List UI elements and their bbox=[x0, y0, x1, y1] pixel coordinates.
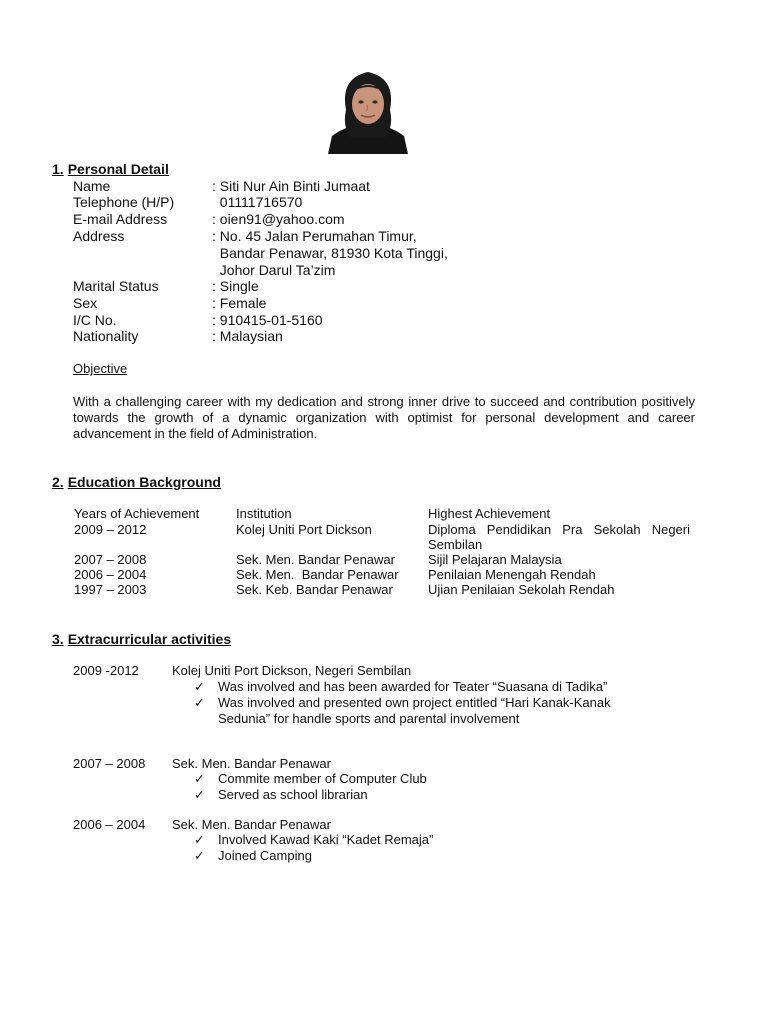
education-achievement: Ujian Penilaian Sekolah Rendah bbox=[428, 582, 615, 597]
education-achievement: Penilaian Menengah Rendah bbox=[428, 567, 596, 582]
activity-years: 2006 – 2004 bbox=[73, 817, 146, 832]
checkmark-icon: ✓ bbox=[194, 848, 205, 863]
field-label: E-mail Address bbox=[73, 211, 168, 227]
section-number: 3. bbox=[52, 631, 64, 647]
education-institution: Kolej Uniti Port Dickson bbox=[236, 522, 372, 537]
activity-group-header bbox=[0, 756, 768, 772]
activity-text: Was involved and presented own project entitled “Hari Kanak-Kanak Sedunia” for handle sports and parental involvement bbox=[218, 695, 611, 726]
checkmark-icon: ✓ bbox=[194, 771, 205, 786]
education-years: 2009 – 2012 bbox=[74, 522, 147, 537]
section-number: 2. bbox=[52, 474, 64, 490]
education-years: 2006 – 2004 bbox=[74, 567, 147, 582]
field-label: Sex bbox=[73, 295, 98, 311]
education-achievement: Diploma Pendidikan Pra Sekolah Negeri Sembilan bbox=[428, 522, 690, 552]
profile-photo bbox=[328, 58, 408, 154]
activity-text: Commite member of Computer Club bbox=[218, 771, 427, 786]
field-label: Address bbox=[73, 228, 125, 244]
field-value: : Single bbox=[212, 278, 259, 294]
activity-years: 2009 -2012 bbox=[73, 663, 139, 678]
field-value: : Siti Nur Ain Binti Jumaat bbox=[212, 178, 370, 194]
checkmark-icon: ✓ bbox=[194, 787, 205, 802]
field-label: Nationality bbox=[73, 328, 139, 344]
activity-text: Involved Kawad Kaki “Kadet Remaja” bbox=[218, 832, 434, 847]
activity-institution: Kolej Uniti Port Dickson, Negeri Sembilan bbox=[172, 663, 412, 678]
education-institution: Sek. Keb. Bandar Penawar bbox=[236, 582, 393, 597]
checkmark-icon: ✓ bbox=[194, 679, 205, 694]
field-label: Name bbox=[73, 178, 111, 194]
education-institution: Sek. Men. Bandar Penawar bbox=[236, 552, 395, 567]
education-heading bbox=[52, 474, 221, 490]
activity-text: Was involved and has been awarded for Teater “Suasana di Tadika” bbox=[218, 679, 608, 694]
field-value: Johor Darul Ta’zim bbox=[212, 262, 336, 278]
field-value: : Female bbox=[212, 295, 267, 311]
column-header-achievement: Highest Achievement bbox=[428, 506, 551, 521]
education-years: 2007 – 2008 bbox=[74, 552, 147, 567]
objective-text: With a challenging career with my dedication and strong inner drive to succeed and contribution positively towards the growth of a dynamic organization with optimist for personal development and career advancement in the field of Administration. bbox=[73, 394, 695, 441]
extracurricular-heading bbox=[52, 631, 231, 647]
field-label: Marital Status bbox=[73, 278, 159, 294]
field-value: : Malaysian bbox=[212, 328, 283, 344]
objective-heading: Objective bbox=[73, 361, 128, 376]
field-value: : 910415-01-5160 bbox=[212, 312, 323, 328]
personal-detail-heading bbox=[52, 161, 169, 177]
activity-institution: Sek. Men. Bandar Penawar bbox=[172, 756, 331, 771]
section-number: 1. bbox=[52, 161, 64, 177]
field-value: : oien91@yahoo.com bbox=[212, 211, 345, 227]
field-label: I/C No. bbox=[73, 312, 117, 328]
field-label: Telephone (H/P) bbox=[73, 194, 175, 210]
section-title-text: Extracurricular activities bbox=[67, 631, 232, 647]
field-value: : No. 45 Jalan Perumahan Timur, bbox=[212, 228, 417, 244]
activity-text: Served as school librarian bbox=[218, 787, 368, 802]
activity-text: Joined Camping bbox=[218, 848, 312, 863]
section-title-text: Education Background bbox=[67, 474, 221, 490]
education-institution: Sek. Men. Bandar Penawar bbox=[236, 567, 399, 582]
activity-years: 2007 – 2008 bbox=[73, 756, 146, 771]
checkmark-icon: ✓ bbox=[194, 695, 205, 710]
activity-institution: Sek. Men. Bandar Penawar bbox=[172, 817, 331, 832]
education-years: 1997 – 2003 bbox=[74, 582, 147, 597]
activity-group-header bbox=[0, 663, 768, 679]
field-value: 01111716570 bbox=[212, 194, 303, 210]
field-value: Bandar Penawar, 81930 Kota Tinggi, bbox=[212, 245, 448, 261]
education-achievement: Sijil Pelajaran Malaysia bbox=[428, 552, 562, 567]
section-title-text: Personal Detail bbox=[67, 161, 169, 177]
column-header-years: Years of Achievement bbox=[74, 506, 200, 521]
activity-group-header bbox=[0, 817, 768, 833]
column-header-institution: Institution bbox=[236, 506, 292, 521]
checkmark-icon: ✓ bbox=[194, 832, 205, 847]
